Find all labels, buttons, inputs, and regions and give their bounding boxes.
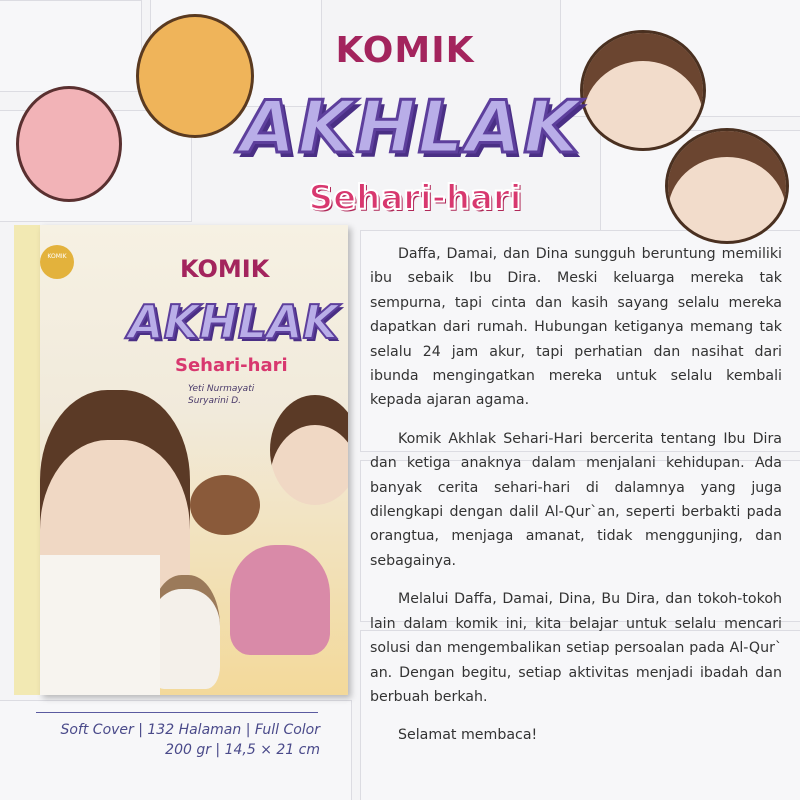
description-paragraph-2: Komik Akhlak Sehari-Hari bercerita tentang Ibu Dira dan ketiga anaknya dalam menjalani kehidupan. Ada banyak cerita sehari-hari di dalamnya yang juga dilengkapi dengan dalil Al-Qur`an, seperti berbakti pada orangtua, menjaga amanat, tidak menggunjing, dan sebagainya. — [370, 430, 782, 569]
cover-illustration-boy-right — [270, 395, 348, 505]
publisher-badge-logo: KOMIK — [40, 245, 74, 279]
cover-illustration-girl-hijab — [230, 545, 330, 655]
boy-surprised-face — [580, 30, 706, 151]
cover-illustration-ghost-kid — [150, 575, 220, 689]
specs-line-1: Soft Cover | 132 Halaman | Full Color — [60, 722, 320, 738]
description-paragraph-3: Melalui Daffa, Damai, Dina, Bu Dira, dan tokoh-tokoh lain dalam komik ini, kita belajar untuk selalu mencari solusi dan mengembalikan setiap persoalan pada Al-Qur` an. Dengan begitu, setiap aktivitas menjadi ibadah dan berbuah berkah. — [370, 591, 782, 705]
cover-authors — [188, 383, 254, 407]
girl-pink-hijab-face — [16, 86, 122, 202]
cover-title-akhlak: AKHLAK — [128, 295, 339, 349]
cover-subtitle: Sehari-hari — [175, 355, 288, 376]
cover-author-1: Yeti Nurmayati — [188, 384, 255, 394]
cover-illustration-boy-shirt — [40, 555, 160, 695]
book-cover — [40, 225, 348, 695]
cover-author-2: Suryarini D. — [188, 396, 242, 406]
title-komik: KOMIK — [335, 30, 475, 71]
title-subtitle: Sehari-hari — [308, 178, 522, 218]
title-akhlak: AKHLAK — [240, 85, 582, 169]
book-spine — [14, 225, 41, 695]
description-closing: Selamat membaca! — [398, 727, 538, 744]
boy-laughing-face — [665, 128, 789, 244]
book-specs — [30, 720, 320, 760]
cover-illustration-rooster — [190, 475, 260, 535]
girl-orange-hijab-face — [136, 14, 254, 138]
book-description — [370, 242, 782, 762]
specs-divider — [36, 712, 318, 713]
specs-line-2: 200 gr | 14,5 × 21 cm — [165, 742, 320, 758]
cover-title-komik: KOMIK — [180, 255, 270, 283]
description-paragraph-1: Daffa, Damai, dan Dina sungguh beruntung memiliki ibu sebaik Ibu Dira. Meski keluarga mereka tak sempurna, tapi cinta dan kasih sayang selalu mereka dapatkan dari rumah. Hubungan ketiganya memang tak selalu 24 jam akur, tapi perhatian dan nasihat dari ibunda mengingatkan mereka untuk selalu kembali kepada ajaran agama. — [370, 246, 782, 409]
